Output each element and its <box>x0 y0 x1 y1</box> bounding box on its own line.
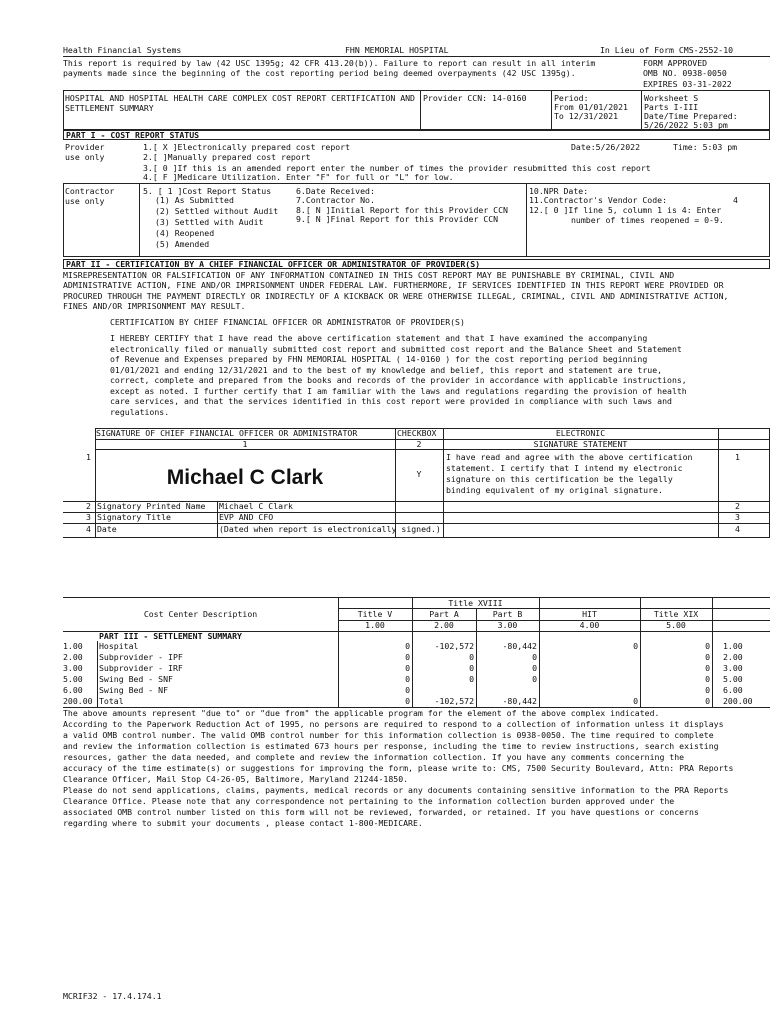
status-option: (3) Settled with Audit <box>155 217 264 227</box>
part2-heading: PART II - CERTIFICATION BY A CHIEF FINANCIAL OFFICER OR ADMINISTRATOR OF PROVIDER(S) <box>63 259 770 269</box>
item-npr-date: 10.NPR Date: <box>529 186 589 196</box>
part-a-value: 0 <box>469 674 474 684</box>
certification-text: except as noted. I further certify that I am familiar with the laws and regulations regarding the provision of health <box>110 386 687 396</box>
provider-use-label: Provider <box>65 142 105 152</box>
status-option: (2) Settled without Audit <box>155 206 279 216</box>
certification-text: of Revenue and Expenses prepared by FHN MEMORIAL HOSPITAL ( 14-0160 ) for the cost reporting period beginning <box>110 354 648 364</box>
certification-text: regulations. <box>110 407 170 417</box>
title19-value: 0 <box>705 696 710 706</box>
certification-text: 01/01/2021 and ending 12/31/2021 and to the best of my knowledge and belief, this report and statement are true, <box>110 365 663 375</box>
period-label: Period: <box>554 93 589 103</box>
col-header-signature: SIGNATURE OF CHIEF FINANCIAL OFFICER OR ADMINISTRATOR <box>96 428 358 438</box>
status-option: (5) Amended <box>155 239 210 249</box>
cost-center: Subprovider - IPF <box>99 652 183 662</box>
cost-center: Hospital <box>99 641 139 651</box>
col-number: 1 <box>242 439 248 449</box>
col-header-part-a: Part A <box>429 609 459 619</box>
paperwork-line: accuracy of the time estimate(s) or suggestions for improving the form, please write to: CMS, 7500 Security Boulevard, Attn: PRA Reports <box>63 763 734 773</box>
status-option: (1) As Submitted <box>155 195 234 205</box>
date-time-label: Date/Time Prepared: <box>644 111 738 121</box>
item-reopened: 12.[ 0 ]If line 5, column 1 is 4: Enter <box>529 205 722 215</box>
divider <box>712 597 713 707</box>
printed-name-value: Michael C Clark <box>219 501 293 511</box>
warning-line: FINES AND/OR IMPRISONMENT MAY RESULT. <box>63 301 246 311</box>
title-label: Signatory Title <box>97 512 171 522</box>
item-date: Date:5/26/2022 <box>571 142 641 152</box>
part-b-value: -80,442 <box>502 696 537 706</box>
form-number: In Lieu of Form CMS-2552-10 <box>600 45 734 55</box>
col-header-title5: Title V <box>357 609 393 619</box>
item-time: Time: 5:03 pm <box>673 142 738 152</box>
statement-line: signature on this certification be the legally <box>446 474 673 484</box>
row-number: 2 <box>86 501 91 511</box>
paperwork-line: Please do not send applications, claims, payments, medical records or any documents containing sensitive information to the PRA Reports <box>63 785 729 795</box>
report-title: HOSPITAL AND HOSPITAL HEALTH CARE COMPLEX COST REPORT CERTIFICATION AND <box>65 93 415 103</box>
hit-value: 0 <box>633 696 638 706</box>
item-date-received: 6.Date Received: <box>296 186 375 196</box>
warning-line: MISREPRESENTATION OR FALSIFICATION OF ANY INFORMATION CONTAINED IN THIS COST REPORT MAY BE PUNISHABLE BY CRIMINAL, CIVIL AND <box>63 270 675 280</box>
title19-value: 0 <box>705 663 710 673</box>
hospital-name: FHN MEMORIAL HOSPITAL <box>345 45 449 55</box>
certification-title: CERTIFICATION BY CHIEF FINANCIAL OFFICER OR ADMINISTRATOR OF PROVIDER(S) <box>110 317 465 327</box>
title5-value: 0 <box>405 652 410 662</box>
period-to: To 12/31/2021 <box>554 111 619 121</box>
statement-line: binding equivalent of my original signature. <box>446 485 663 495</box>
line-number: 5.00 <box>723 674 743 684</box>
col-header-part-b: Part B <box>492 609 523 619</box>
col-number: 5.00 <box>666 620 686 630</box>
col-number: 4.00 <box>579 620 600 630</box>
contractor-use-label: use only <box>65 196 105 206</box>
col-number: 2 <box>416 439 422 449</box>
part-a-value: -102,572 <box>434 641 474 651</box>
title5-value: 0 <box>405 696 410 706</box>
item-utilization: 4.[ F ]Medicare Utilization. Enter "F" for full or "L" for low. <box>143 172 454 182</box>
report-subtitle: SETTLEMENT SUMMARY <box>65 103 154 113</box>
row-number: 1 <box>735 452 740 462</box>
provider-use-label: use only <box>65 152 105 162</box>
period-from: From 01/01/2021 <box>554 102 628 112</box>
form-approved: FORM APPROVED <box>643 58 708 68</box>
divider <box>338 608 770 609</box>
statement-line: I have read and agree with the above certification <box>446 452 693 462</box>
expiration: EXPIRES 03-31-2022 <box>643 79 732 89</box>
line-number: 6.00 <box>723 685 743 695</box>
vendor-code-value: 4 <box>733 195 738 205</box>
title19-value: 0 <box>705 685 710 695</box>
divider <box>551 90 552 130</box>
part-b-value: 0 <box>532 663 537 673</box>
part-b-value: -80,442 <box>502 641 537 651</box>
paperwork-line: associated OMB control number listed on this form will not be reviewed, forwarded, or retained. If you have questions or concerns <box>63 807 699 817</box>
title19-value: 0 <box>705 641 710 651</box>
col-header-statement: SIGNATURE STATEMENT <box>533 439 628 449</box>
paperwork-line: According to the Paperwork Reduction Act of 1995, no persons are required to respond to a collection of information unless it displays <box>63 719 724 729</box>
col-number: 1.00 <box>365 620 385 630</box>
row-number: 4 <box>735 524 740 534</box>
hit-value: 0 <box>633 641 638 651</box>
divider <box>97 641 98 707</box>
divider <box>63 537 770 538</box>
certification-text: care services, and that the services identified in this cost report were provided in compliance with such laws and <box>110 396 672 406</box>
divider <box>139 183 140 257</box>
title19-value: 0 <box>705 652 710 662</box>
line-number: 200.00 <box>63 696 93 706</box>
title5-value: 0 <box>405 685 410 695</box>
paperwork-line: a valid OMB control number. The valid OMB control number for this information collection is 0938-0050. The time required to complete <box>63 730 714 740</box>
certification-text: correct, complete and prepared from the books and records of the provider in accordance with applicable instructions, <box>110 375 687 385</box>
part-b-value: 0 <box>532 652 537 662</box>
row-number: 2 <box>735 501 740 511</box>
warning-line: ADMINISTRATIVE ACTION, FINE AND/OR IMPRISONMENT UNDER FEDERAL LAW. FURTHERMORE, IF SERVICES IDENTIFIED IN THIS REPORT WERE PROVIDED OR <box>63 280 724 290</box>
paperwork-line: regarding where to submit your documents , please contact 1-800-MEDICARE. <box>63 818 423 828</box>
item-electronic: 1.[ X ]Electronically prepared cost report <box>143 142 351 152</box>
divider <box>420 90 421 130</box>
part3-heading: PART III - SETTLEMENT SUMMARY <box>99 631 242 641</box>
item-status: 5. [ 1 ]Cost Report Status <box>143 186 272 196</box>
status-option: (4) Reopened <box>155 228 215 238</box>
contractor-use-label: Contractor <box>65 186 115 196</box>
date-time-prepared: 5/26/2022 5:03 pm <box>644 120 728 130</box>
legal-notice-line: payments made since the beginning of the cost reporting period being deemed overpayments (42 USC 1395g). <box>63 68 576 78</box>
worksheet-parts: Parts I-III <box>644 102 699 112</box>
part-a-value: -102,572 <box>434 696 474 706</box>
cost-center: Total <box>99 696 124 706</box>
item-reopened-note: number of times reopened = 0-9. <box>571 215 724 225</box>
title19-value: 0 <box>705 674 710 684</box>
footer-code: MCRIF32 - 17.4.174.1 <box>63 991 162 1001</box>
title5-value: 0 <box>405 674 410 684</box>
line-number: 200.00 <box>723 696 753 706</box>
date-value: (Dated when report is electronically signed.) <box>219 524 441 534</box>
col-header-electronic: ELECTRONIC <box>555 428 606 438</box>
divider <box>63 597 770 598</box>
certification-text: I HEREBY CERTIFY that I have read the above certification statement and that I have examined the accompanying <box>110 333 648 343</box>
col-number: 2.00 <box>434 620 454 630</box>
statement-line: statement. I certify that I intend my electronic <box>446 463 683 473</box>
paperwork-line: Clearance Office. Please note that any correspondence not pertaining to the information collection burden approved under the <box>63 796 675 806</box>
worksheet-id: Worksheet S <box>644 93 699 103</box>
divider <box>526 183 527 257</box>
divider <box>641 90 642 130</box>
line-number: 2.00 <box>63 652 83 662</box>
title5-value: 0 <box>405 663 410 673</box>
col-header-description: Cost Center Description <box>143 609 258 619</box>
paperwork-line: Clearance Officer, Mail Stop C4-26-05, Baltimore, Maryland 21244-1850. <box>63 774 409 784</box>
title18-header: Title XVIII <box>448 598 503 608</box>
divider <box>217 501 218 537</box>
printed-name-label: Signatory Printed Name <box>97 501 206 511</box>
part-a-value: 0 <box>469 652 474 662</box>
item-final-report: 9.[ N ]Final Report for this Provider CCN <box>296 214 499 224</box>
col-header-checkbox: CHECKBOX <box>397 428 437 438</box>
part1-heading: PART I - COST REPORT STATUS <box>63 130 770 140</box>
title5-value: 0 <box>405 641 410 651</box>
part-a-value: 0 <box>469 663 474 673</box>
cost-center: Subprovider - IRF <box>99 663 183 673</box>
part-b-value: 0 <box>532 674 537 684</box>
line-number: 3.00 <box>723 663 743 673</box>
software-name: Health Financial Systems <box>63 45 182 55</box>
line-number: 3.00 <box>63 663 83 673</box>
date-label: Date <box>97 524 117 534</box>
item-initial-report: 8.[ N ]Initial Report for this Provider CCN <box>296 205 508 215</box>
row-number: 1 <box>86 452 91 462</box>
cost-center: Swing Bed - SNF <box>99 674 173 684</box>
item-contractor-no: 7.Contractor No. <box>296 195 375 205</box>
signature: Michael C Clark <box>166 466 324 489</box>
divider <box>718 428 719 538</box>
row-number: 4 <box>86 524 91 534</box>
col-header-title19: Title XIX <box>653 609 699 619</box>
certification-text: electronically filed or manually submitted cost report and submitted cost report and the Balance Sheet and Statement <box>110 344 682 354</box>
amounts-note: The above amounts represent "due to" or "due from" the applicable program for the element of the above complex indicated. <box>63 708 660 718</box>
omb-number: OMB NO. 0938-0050 <box>643 68 727 78</box>
line-number: 1.00 <box>63 641 83 651</box>
item-manual: 2.[ ]Manually prepared cost report <box>143 152 311 162</box>
cost-center: Swing Bed - NF <box>99 685 169 695</box>
checkbox-value: Y <box>416 469 422 479</box>
title-value: EVP AND CFO <box>219 512 274 522</box>
provider-ccn: Provider CCN: 14-0160 <box>423 93 527 103</box>
row-number: 3 <box>735 512 740 522</box>
item-amended: 3.[ 0 ]If this is an amended report enter the number of times the provider resubmitted this cost report <box>143 163 651 173</box>
line-number: 2.00 <box>723 652 743 662</box>
item-vendor-code: 11.Contractor's Vendor Code: <box>529 195 668 205</box>
col-header-hit: HIT <box>582 609 597 619</box>
col-number: 3.00 <box>497 620 518 630</box>
paperwork-line: resources, gather the data needed, and complete and review the information collection. If you have any comments concerning the <box>63 752 685 762</box>
row-number: 3 <box>86 512 91 522</box>
divider <box>63 56 770 57</box>
paperwork-line: and review the information collection is estimated 673 hours per response, including the time to review instructions, search existing <box>63 741 719 751</box>
line-number: 6.00 <box>63 685 83 695</box>
line-number: 1.00 <box>723 641 743 651</box>
line-number: 5.00 <box>63 674 83 684</box>
warning-line: PROCURED THROUGH THE PAYMENT DIRECTLY OR INDIRECTLY OF A KICKBACK OR WERE OTHERWISE ILLEGAL, CRIMINAL, CIVIL AND ADMINISTRATIVE ACTION, <box>63 291 729 301</box>
legal-notice-line: This report is required by law (42 USC 1395g; 42 CFR 413.20(b)). Failure to report can result in all interim <box>63 58 596 68</box>
